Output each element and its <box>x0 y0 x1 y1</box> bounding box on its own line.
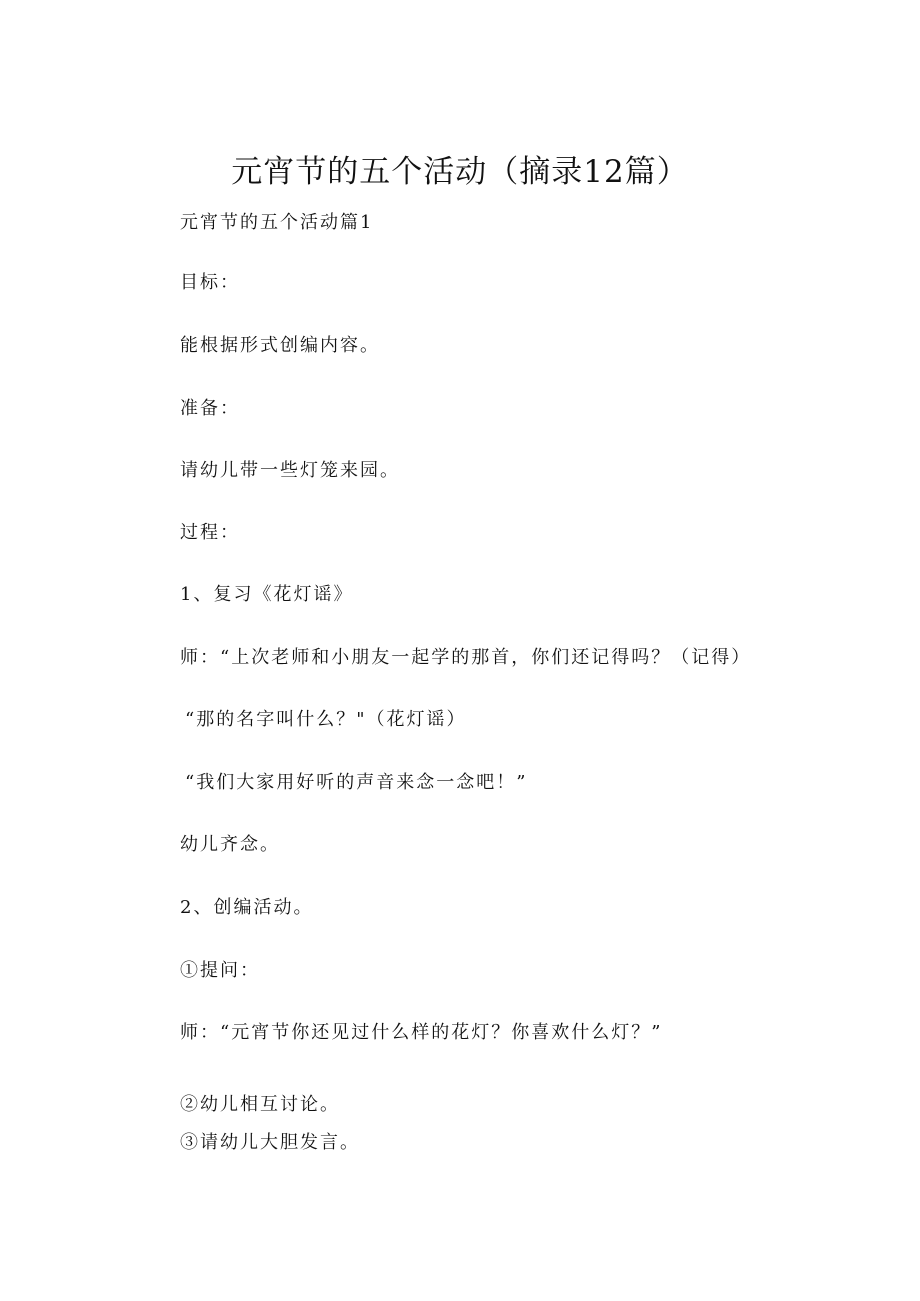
paragraph-process-label: 过程： <box>180 522 240 543</box>
paragraph-step-2: 2、创编活动。 <box>180 897 314 918</box>
paragraph-prep: 请幼儿带一些灯笼来园。 <box>180 460 400 481</box>
paragraph-goal: 能根据形式创编内容。 <box>180 335 380 356</box>
section-heading: 元宵节的五个活动篇1 <box>180 212 374 233</box>
paragraph-teacher-question-3: 师：“元宵节你还见过什么样的花灯？你喜欢什么灯？” <box>180 1022 663 1043</box>
paragraph-teacher-prompt: “我们大家用好听的声音来念一念吧！” <box>185 772 528 793</box>
paragraph-teacher-question-2: “那的名字叫什么？"（花灯谣） <box>185 709 467 730</box>
paragraph-goal-label: 目标： <box>180 272 240 293</box>
paragraph-step-1: 1、复习《花灯谣》 <box>180 584 354 605</box>
paragraph-speak-up: ③请幼儿大胆发言。 <box>180 1132 360 1153</box>
paragraph-discussion: ②幼儿相互讨论。 <box>180 1094 340 1115</box>
paragraph-teacher-question-1: 师：“上次老师和小朋友一起学的那首，你们还记得吗？（记得） <box>180 647 752 668</box>
paragraph-question-label: ①提问： <box>180 960 260 981</box>
paragraph-children-recite: 幼儿齐念。 <box>180 834 280 855</box>
paragraph-prep-label: 准备： <box>180 398 240 419</box>
document-title: 元宵节的五个活动（摘录12篇） <box>231 154 689 190</box>
